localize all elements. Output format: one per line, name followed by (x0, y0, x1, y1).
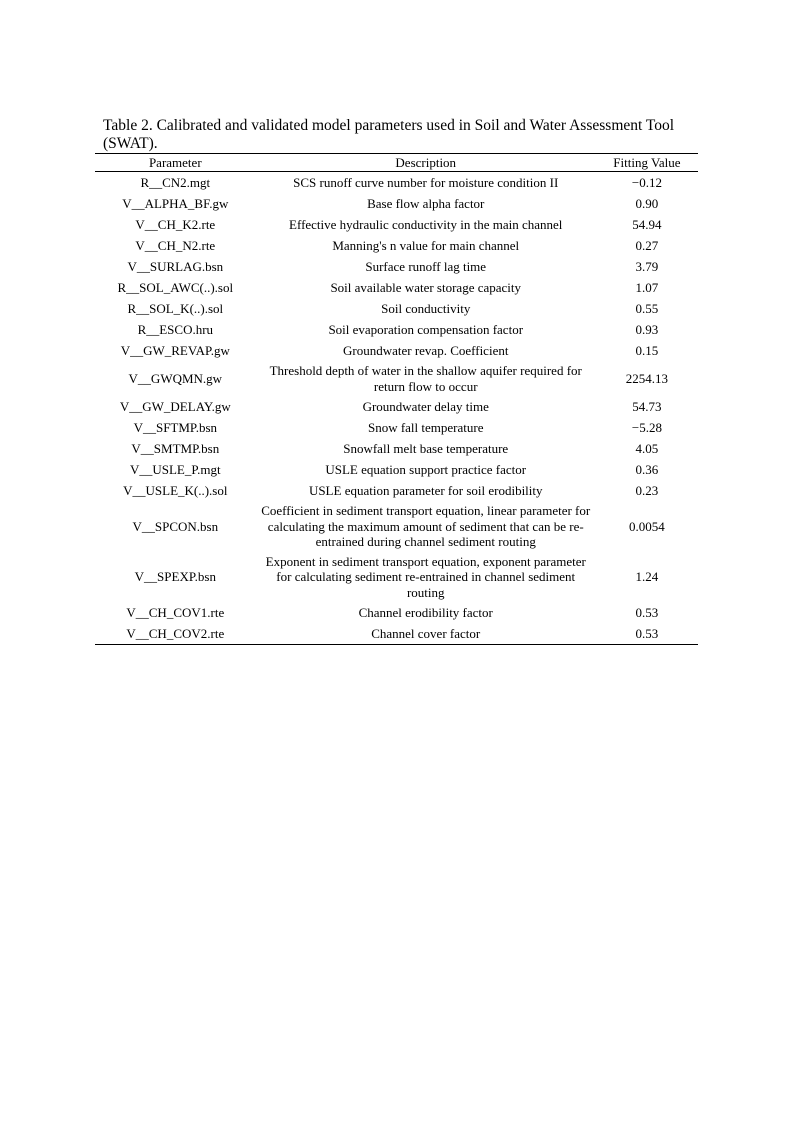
cell-value: 0.23 (635, 482, 659, 498)
cell-value: 0.53 (596, 623, 698, 645)
cell-parameter: V__CH_K2.rte (135, 216, 216, 232)
cell-value: 0.90 (635, 195, 659, 211)
cell-value: −5.28 (631, 419, 662, 435)
table-row (95, 361, 698, 396)
cell-description: Channel erodibility factor (358, 604, 493, 620)
cell-parameter: V__CH_COV1.rte (126, 604, 225, 620)
cell-description: USLE equation parameter for soil erodibility (308, 482, 543, 498)
cell-description: USLE equation support practice factor (325, 461, 527, 477)
cell-value: 0.0054 (629, 518, 665, 534)
cell-parameter: R__SOL_AWC(..).sol (117, 279, 234, 295)
cell-value: 0.93 (635, 321, 659, 337)
table-row (95, 277, 698, 298)
cell-parameter: V__SPCON.bsn (132, 518, 219, 534)
cell-parameter: V__ALPHA_BF.gw (122, 195, 229, 211)
cell-description: Soil available water storage capacity (330, 279, 522, 295)
cell-description: Soil evaporation compensation factor (328, 321, 524, 337)
cell-parameter: V__USLE_K(..).sol (123, 482, 228, 498)
table-row (95, 298, 698, 319)
cell-description: SCS runoff curve number for moisture condition II (293, 174, 559, 190)
cell-value: −0.12 (631, 174, 662, 190)
table-body (95, 172, 698, 645)
header-description: Description (256, 154, 596, 172)
cell-parameter: V__CH_COV2.rte (95, 623, 256, 645)
cell-description: Threshold depth of water in the shallow aquifer required for return flow to occur (269, 363, 582, 394)
cell-description: Coefficient in sediment transport equation, linear parameter for calculating the maximum amount of sediment that can be re-entrained during channel sediment routing (261, 503, 591, 549)
cell-description: Groundwater revap. Coefficient (343, 342, 509, 358)
cell-value: 0.55 (635, 300, 659, 316)
table-row (95, 319, 698, 340)
table-row (95, 552, 698, 603)
cell-value: 0.53 (635, 604, 659, 620)
cell-parameter: V__SPEXP.bsn (134, 569, 216, 584)
table-row (95, 235, 698, 256)
cell-parameter: R__SOL_K(..).sol (127, 300, 224, 316)
cell-parameter: V__CH_N2.rte (135, 237, 216, 253)
cell-value: 2254.13 (625, 370, 669, 386)
table-row (95, 396, 698, 417)
cell-parameter: R__CN2.mgt (140, 174, 211, 190)
cell-description: Effective hydraulic conductivity in the main channel (289, 216, 563, 232)
table-row (95, 459, 698, 480)
cell-parameter: V__GWQMN.gw (128, 370, 223, 386)
cell-description: Channel cover factor (256, 623, 596, 645)
cell-value: 54.94 (632, 216, 662, 232)
table-row (95, 480, 698, 501)
cell-parameter: V__GW_DELAY.gw (119, 398, 231, 414)
cell-value: 1.24 (635, 569, 659, 584)
table-header (95, 154, 698, 172)
cell-description: Groundwater delay time (362, 398, 489, 414)
cell-parameter: R__ESCO.hru (137, 321, 214, 337)
cell-parameter: V__SURLAG.bsn (127, 258, 224, 274)
cell-value: 3.79 (635, 258, 659, 274)
table-row (95, 623, 698, 645)
table-row (95, 256, 698, 277)
table-row (95, 501, 698, 552)
cell-value: 54.73 (632, 398, 662, 414)
cell-parameter: V__SFTMP.bsn (133, 419, 218, 435)
cell-description: Soil conductivity (381, 300, 471, 316)
cell-value: 1.07 (635, 279, 659, 295)
table-row (95, 340, 698, 361)
table-row (95, 602, 698, 623)
table-row (95, 417, 698, 438)
header-fitting-value: Fitting Value (596, 154, 698, 172)
table-caption: Table 2. Calibrated and validated model parameters used in Soil and Water Assessment Tool (SWAT). (103, 117, 675, 152)
cell-description: Snow fall temperature (367, 419, 484, 435)
table-row (95, 172, 698, 194)
cell-description: Surface runoff lag time (365, 258, 487, 274)
cell-value: 0.15 (635, 342, 659, 358)
cell-parameter: V__GW_REVAP.gw (120, 342, 230, 358)
table-row (95, 193, 698, 214)
header-parameter: Parameter (95, 154, 256, 172)
cell-parameter: V__SMTMP.bsn (131, 440, 220, 456)
cell-description: Base flow alpha factor (367, 195, 485, 211)
table-row (95, 438, 698, 459)
cell-parameter: V__USLE_P.mgt (129, 461, 221, 477)
parameters-table (95, 153, 698, 645)
cell-description: Manning's n value for main channel (332, 237, 520, 253)
table-row (95, 214, 698, 235)
cell-description: Exponent in sediment transport equation, exponent parameter for calculating sediment re-entrained in channel sediment routing (265, 553, 586, 600)
cell-value: 0.36 (635, 461, 659, 477)
cell-value: 0.27 (635, 237, 659, 253)
header-row (95, 154, 698, 172)
cell-value: 4.05 (635, 440, 659, 456)
cell-description: Snowfall melt base temperature (343, 440, 509, 456)
